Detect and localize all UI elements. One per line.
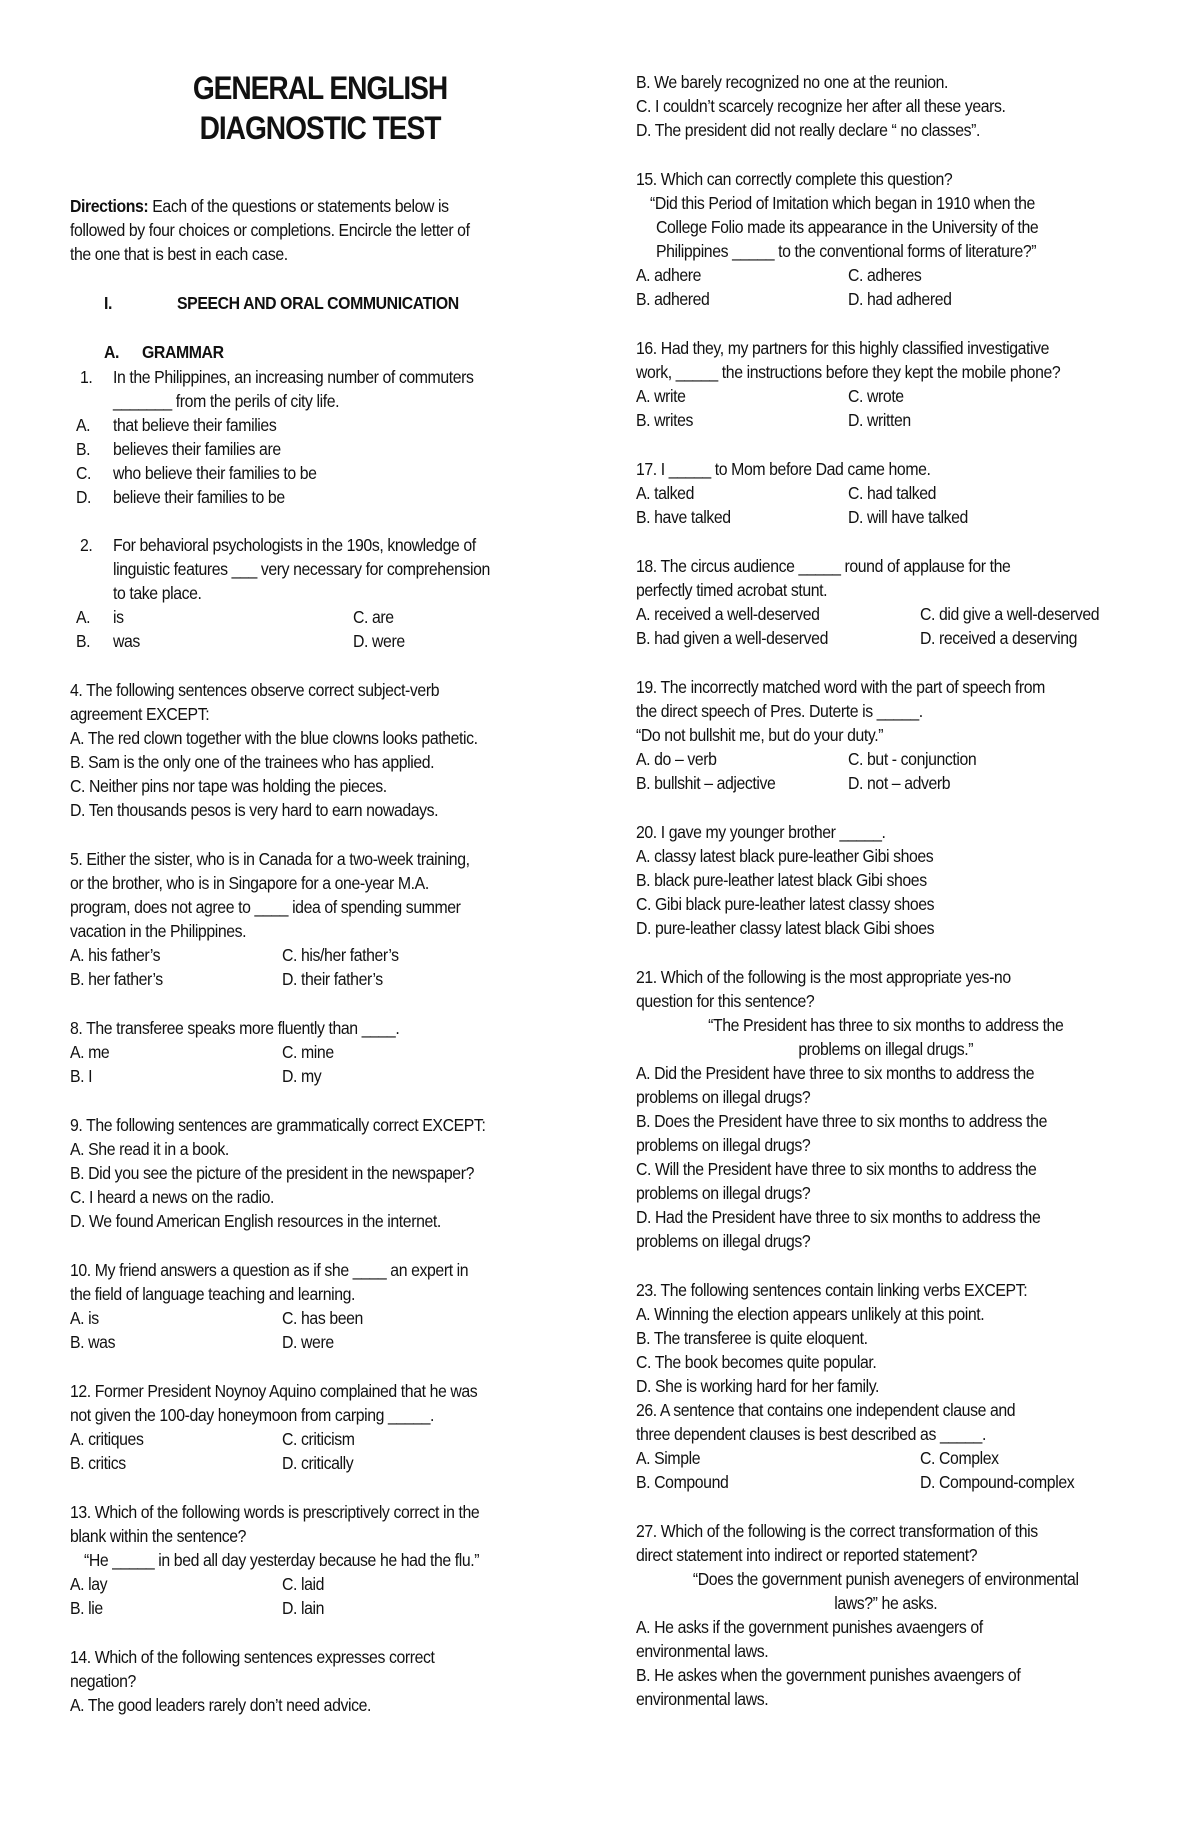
left-line-36: not given the 100-day honeymoon from carping _____. [70, 1405, 435, 1425]
left-line-24-option-right: C. mine [282, 1042, 334, 1062]
left-line-13: A. The red clown together with the blue clowns looks pathetic. [70, 728, 478, 748]
right-line-32: “The President has three to six months to address the [708, 1015, 1064, 1035]
right-line-2: D. The president did not really declare “ no classes”. [636, 120, 980, 140]
left-line-4-number: C. [76, 463, 92, 483]
left-line-5: believe their families to be [113, 487, 285, 507]
left-line-22: B. her father’s [70, 969, 163, 989]
right-line-22: “Do not bullshit me, but do your duty.” [636, 725, 884, 745]
right-line-23: A. do – verb [636, 749, 717, 769]
left-line-2: that believe their families [113, 415, 277, 435]
right-line-25: 20. I gave my younger brother _____. [636, 822, 886, 842]
left-line-8: to take place. [113, 583, 202, 603]
right-line-37: problems on illegal drugs? [636, 1135, 811, 1155]
right-line-30: 21. Which of the following is the most appropriate yes-no [636, 967, 1011, 987]
left-line-30: D. We found American English resources in the internet. [70, 1211, 441, 1231]
right-line-56: environmental laws. [636, 1641, 769, 1661]
left-line-28: B. Did you see the picture of the president in the newspaper? [70, 1163, 474, 1183]
left-line-27: A. She read it in a book. [70, 1139, 229, 1159]
left-line-6: For behavioral psychologists in the 190s, knowledge of [113, 535, 476, 555]
right-line-27: B. black pure-leather latest black Gibi shoes [636, 870, 927, 890]
right-line-7: A. adhere [636, 265, 702, 285]
directions-label: Directions: [70, 196, 149, 216]
left-line-14: B. Sam is the only one of the trainees who has applied. [70, 752, 435, 772]
right-line-8: B. adhered [636, 289, 710, 309]
right-line-21: the direct speech of Pres. Duterte is _____. [636, 701, 923, 721]
right-line-29: D. pure-leather classy latest black Gibi shoes [636, 918, 935, 938]
right-line-41: problems on illegal drugs? [636, 1231, 811, 1251]
left-line-2-number: A. [76, 415, 91, 435]
left-line-7: linguistic features ___ very necessary for comprehension [113, 559, 490, 579]
right-line-42: 23. The following sentences contain linking verbs EXCEPT: [636, 1280, 1028, 1300]
right-line-46: D. She is working hard for her family. [636, 1376, 880, 1396]
section-number: I. [104, 293, 113, 313]
right-line-18: A. received a well-deserved [636, 604, 820, 624]
left-line-32: the field of language teaching and learning. [70, 1284, 356, 1304]
left-line-43-option-right: D. lain [282, 1598, 325, 1618]
right-line-26: A. classy latest black pure-leather Gibi shoes [636, 846, 934, 866]
left-line-0: In the Philippines, an increasing number of commuters [113, 367, 474, 387]
left-line-38-option-right: D. critically [282, 1453, 354, 1473]
left-line-20: vacation in the Philippines. [70, 921, 247, 941]
right-line-1: C. I couldn’t scarcely recognize her after all these years. [636, 96, 1006, 116]
right-line-3: 15. Which can correctly complete this question? [636, 169, 953, 189]
left-line-10-number: B. [76, 631, 91, 651]
right-line-34: A. Did the President have three to six months to address the [636, 1063, 1035, 1083]
left-line-42: A. lay [70, 1574, 108, 1594]
left-line-39: 13. Which of the following words is prescriptively correct in the [70, 1502, 480, 1522]
right-line-23-option-right: C. but - conjunction [848, 749, 977, 769]
right-line-55: A. He asks if the government punishes avaengers of [636, 1617, 983, 1637]
left-line-38: B. critics [70, 1453, 126, 1473]
left-line-24: A. me [70, 1042, 110, 1062]
right-line-17: perfectly timed acrobat stunt. [636, 580, 828, 600]
left-line-4: who believe their families to be [113, 463, 317, 483]
right-line-4: “Did this Period of Imitation which began in 1910 when the [650, 193, 1035, 213]
right-line-13: 17. I _____ to Mom before Dad came home. [636, 459, 931, 479]
left-line-45: negation? [70, 1671, 136, 1691]
right-line-31: question for this sentence? [636, 991, 815, 1011]
directions-line-3: the one that is best in each case. [70, 244, 288, 264]
left-line-19: program, does not agree to ____ idea of spending summer [70, 897, 461, 917]
right-line-50: B. Compound [636, 1472, 729, 1492]
right-line-11: A. write [636, 386, 686, 406]
left-line-33-option-right: C. has been [282, 1308, 363, 1328]
right-line-12-option-right: D. written [848, 410, 911, 430]
left-line-26: 9. The following sentences are grammatically correct EXCEPT: [70, 1115, 486, 1135]
left-line-25-option-right: D. my [282, 1066, 322, 1086]
page-title-line-2: DIAGNOSTIC TEST [199, 110, 441, 146]
subsection-title: GRAMMAR [142, 342, 224, 362]
right-line-38: C. Will the President have three to six months to address the [636, 1159, 1037, 1179]
left-line-23: 8. The transferee speaks more fluently than ____. [70, 1018, 400, 1038]
right-line-19-option-right: D. received a deserving [920, 628, 1078, 648]
left-line-3: believes their families are [113, 439, 281, 459]
left-line-21: A. his father’s [70, 945, 161, 965]
right-line-6: Philippines _____ to the conventional forms of literature?” [656, 241, 1037, 261]
directions-line-2: followed by four choices or completions. Encircle the letter of [70, 220, 470, 240]
left-line-11: 4. The following sentences observe correct subject-verb [70, 680, 440, 700]
left-line-25: B. I [70, 1066, 93, 1086]
left-line-37-option-right: C. criticism [282, 1429, 355, 1449]
right-line-10: work, _____ the instructions before they kept the mobile phone? [636, 362, 1061, 382]
right-line-58: environmental laws. [636, 1689, 769, 1709]
left-line-35: 12. Former President Noynoy Aquino complained that he was [70, 1381, 478, 1401]
right-line-7-option-right: C. adheres [848, 265, 922, 285]
right-line-15: B. have talked [636, 507, 731, 527]
left-line-44: 14. Which of the following sentences expresses correct [70, 1647, 435, 1667]
left-line-46: A. The good leaders rarely don’t need advice. [70, 1695, 372, 1715]
right-line-9: 16. Had they, my partners for this highly classified investigative [636, 338, 1050, 358]
left-line-21-option-right: C. his/her father’s [282, 945, 399, 965]
left-line-16: D. Ten thousands pesos is very hard to earn nowadays. [70, 800, 439, 820]
left-line-12: agreement EXCEPT: [70, 704, 210, 724]
page-title-line-1: GENERAL ENGLISH [192, 70, 448, 106]
right-line-39: problems on illegal drugs? [636, 1183, 811, 1203]
left-line-40: blank within the sentence? [70, 1526, 247, 1546]
right-line-16: 18. The circus audience _____ round of applause for the [636, 556, 1011, 576]
left-line-5-number: D. [76, 487, 92, 507]
left-line-0-number: 1. [80, 367, 93, 387]
right-line-49: A. Simple [636, 1448, 701, 1468]
right-line-36: B. Does the President have three to six months to address the [636, 1111, 1047, 1131]
left-line-9-option-right: C. are [353, 607, 394, 627]
right-line-12: B. writes [636, 410, 694, 430]
left-line-34: B. was [70, 1332, 116, 1352]
left-line-29: C. I heard a news on the radio. [70, 1187, 274, 1207]
left-line-37: A. critiques [70, 1429, 144, 1449]
right-line-40: D. Had the President have three to six months to address the [636, 1207, 1041, 1227]
section-title: SPEECH AND ORAL COMMUNICATION [177, 293, 459, 313]
right-line-57: B. He askes when the government punishes avaengers of [636, 1665, 1021, 1685]
right-line-28: C. Gibi black pure-leather latest classy shoes [636, 894, 935, 914]
right-line-49-option-right: C. Complex [920, 1448, 999, 1468]
left-line-10-option-right: D. were [353, 631, 405, 651]
left-line-17: 5. Either the sister, who is in Canada for a two-week training, [70, 849, 470, 869]
directions-text-1: Each of the questions or statements below is [152, 196, 449, 216]
left-line-43: B. lie [70, 1598, 103, 1618]
right-line-24: B. bullshit – adjective [636, 773, 776, 793]
right-line-14: A. talked [636, 483, 694, 503]
right-line-35: problems on illegal drugs? [636, 1087, 811, 1107]
right-line-47: 26. A sentence that contains one independent clause and [636, 1400, 1016, 1420]
left-line-22-option-right: D. their father’s [282, 969, 383, 989]
right-line-20: 19. The incorrectly matched word with the part of speech from [636, 677, 1045, 697]
right-line-5: College Folio made its appearance in the University of the [656, 217, 1039, 237]
right-line-50-option-right: D. Compound-complex [920, 1472, 1075, 1492]
left-line-42-option-right: C. laid [282, 1574, 325, 1594]
right-line-48: three dependent clauses is best described as _____. [636, 1424, 986, 1444]
left-line-41: “He _____ in bed all day yesterday because he had the flu.” [84, 1550, 480, 1570]
right-line-8-option-right: D. had adhered [848, 289, 952, 309]
right-line-19: B. had given a well-deserved [636, 628, 828, 648]
right-line-15-option-right: D. will have talked [848, 507, 968, 527]
left-line-15: C. Neither pins nor tape was holding the pieces. [70, 776, 387, 796]
left-line-31: 10. My friend answers a question as if she ____ an expert in [70, 1260, 469, 1280]
right-line-18-option-right: C. did give a well-deserved [920, 604, 1100, 624]
left-line-10: was [113, 631, 140, 651]
right-line-54: laws?” he asks. [834, 1593, 938, 1613]
left-line-18: or the brother, who is in Singapore for a one-year M.A. [70, 873, 429, 893]
directions-line-1 [70, 194, 449, 218]
right-line-52: direct statement into indirect or reported statement? [636, 1545, 978, 1565]
right-line-14-option-right: C. had talked [848, 483, 937, 503]
right-line-33: problems on illegal drugs.” [798, 1039, 974, 1059]
right-line-44: B. The transferee is quite eloquent. [636, 1328, 868, 1348]
right-line-24-option-right: D. not – adverb [848, 773, 951, 793]
right-line-45: C. The book becomes quite popular. [636, 1352, 877, 1372]
right-line-43: A. Winning the election appears unlikely at this point. [636, 1304, 985, 1324]
right-line-0: B. We barely recognized no one at the reunion. [636, 72, 949, 92]
left-line-3-number: B. [76, 439, 91, 459]
subsection-number: A. [104, 342, 120, 362]
left-line-33: A. is [70, 1308, 99, 1328]
left-line-9-number: A. [76, 607, 91, 627]
left-line-9: is [113, 607, 124, 627]
right-line-53: “Does the government punish avenegers of environmental [692, 1569, 1079, 1589]
right-line-11-option-right: C. wrote [848, 386, 904, 406]
right-line-51: 27. Which of the following is the correct transformation of this [636, 1521, 1038, 1541]
left-line-34-option-right: D. were [282, 1332, 334, 1352]
left-line-6-number: 2. [80, 535, 93, 555]
left-line-1: _______ from the perils of city life. [113, 391, 340, 411]
